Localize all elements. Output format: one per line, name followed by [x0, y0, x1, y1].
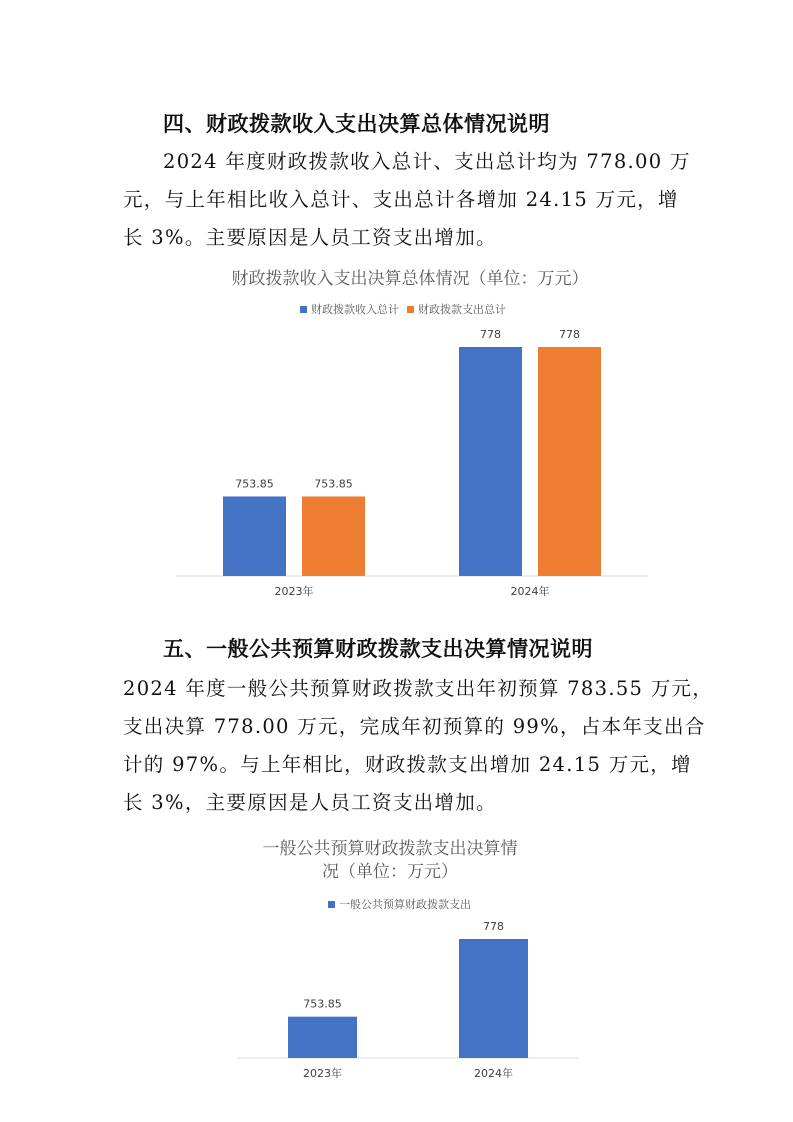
chart2-tick-label-1: 2023年 — [303, 1067, 342, 1080]
section4-line-3: 长 3%。主要原因是人员工资支出增加。 — [123, 226, 497, 249]
chart1-data-label-s2-c2: 778 — [559, 328, 580, 341]
chart1-legend-label-1: 财政拨款收入总计 — [311, 303, 399, 316]
section4-line-1: 2024 年度财政拨款收入总计、支出总计均为 778.00 万 — [163, 150, 691, 173]
section5-line-1: 2024 年度一般公共预算财政拨款支出年初预算 783.55 万元， — [123, 677, 714, 700]
chart1-data-label-s1-c2: 778 — [480, 328, 501, 341]
section5-heading: 五、一般公共预算财政拨款支出决算情况说明 — [163, 637, 593, 661]
section5-line-2: 支出决算 778.00 万元，完成年初预算的 99%，占本年支出合 — [123, 715, 706, 738]
chart2-title-line-2: 况（单位：万元） — [322, 862, 458, 882]
section5-line-3: 计的 97%。与上年相比，财政拨款支出增加 24.15 万元，增 — [123, 753, 692, 776]
chart2-data-label-s1-c1: 753.85 — [303, 997, 342, 1011]
chart1-data-label-s1-c1: 753.85 — [235, 477, 274, 491]
chart1-data-label-s2-c1: 753.85 — [314, 477, 353, 491]
chart2-bar-s1-c1 — [288, 1017, 357, 1058]
chart2-data-label-s1-c2: 778 — [483, 920, 504, 933]
chart1-tick-label-1: 2023年 — [274, 585, 314, 598]
chart1-tick-label-2: 2024年 — [510, 585, 550, 598]
chart1-legend-label-2: 财政拨款支出总计 — [418, 303, 506, 316]
section4-line-2: 元，与上年相比收入总计、支出总计各增加 24.15 万元，增 — [123, 188, 679, 211]
chart2-tick-label-2: 2024年 — [474, 1067, 513, 1080]
section4-heading: 四、财政拨款收入支出决算总体情况说明 — [163, 112, 550, 136]
chart2-bar-s1-c2 — [459, 939, 528, 1058]
section5-line-4: 长 3%，主要原因是人员工资支出增加。 — [123, 791, 497, 814]
chart2-title-line-1: 一般公共预算财政拨款支出决算情 — [262, 839, 518, 859]
chart2-legend-label-1: 一般公共预算财政拨款支出 — [339, 898, 471, 911]
chart1-title: 财政拨款收入支出决算总体情况（单位：万元） — [231, 269, 589, 289]
